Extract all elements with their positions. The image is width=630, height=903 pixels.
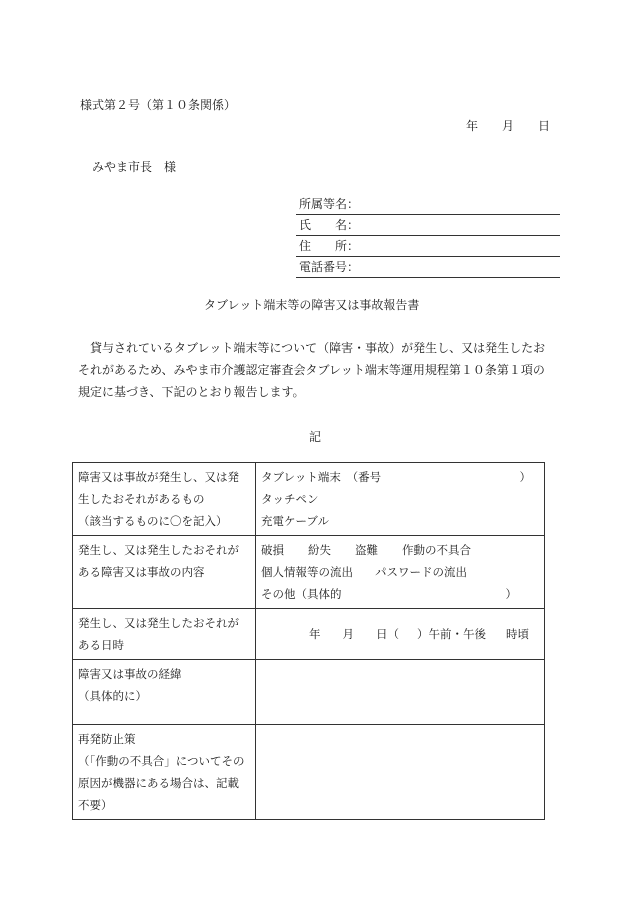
affected-item-options[interactable] bbox=[256, 463, 545, 536]
table-row bbox=[73, 725, 545, 820]
table-row bbox=[73, 660, 545, 725]
incident-content-options[interactable] bbox=[256, 536, 545, 609]
label-line: （「作動の不具合」についてその bbox=[78, 754, 245, 768]
cable-option[interactable]: 充電ケーブル bbox=[261, 514, 329, 528]
table-row bbox=[73, 609, 545, 660]
damage-option[interactable]: 破損 bbox=[261, 543, 284, 557]
incident-datetime-label bbox=[73, 609, 256, 660]
label-line: 不要） bbox=[78, 798, 113, 812]
body-line-3: 規定に基づき、下記のとおり報告します。 bbox=[78, 385, 305, 399]
date-month-label: 月 bbox=[502, 119, 515, 133]
prevention-label bbox=[73, 725, 256, 820]
dt-day: 日（ bbox=[376, 627, 399, 641]
tablet-option[interactable]: タブレット端末 （番号 bbox=[261, 470, 382, 484]
label-line: 生したおそれがあるもの bbox=[78, 492, 205, 506]
prevention-field[interactable] bbox=[256, 725, 545, 820]
body-line-1: 貸与されているタブレット端末等について（障害・事故）が発生し、又は発生したお bbox=[78, 341, 546, 355]
loss-option[interactable]: 紛失 bbox=[308, 543, 331, 557]
label-line: 発生し、又は発生したおそれが bbox=[78, 616, 239, 630]
name-label: 氏 名： bbox=[299, 218, 360, 232]
phone-underline bbox=[296, 277, 560, 278]
incident-datetime-field[interactable] bbox=[256, 609, 545, 660]
label-line: 障害又は事故が発生し、又は発 bbox=[78, 470, 239, 484]
body-line-2: それがあるため、みやま市介護認定審査会タブレット端末等運用規程第１０条第１項の bbox=[78, 363, 545, 377]
document-title: タブレット端末等の障害又は事故報告書 bbox=[204, 298, 420, 312]
dt-year: 年 bbox=[309, 627, 321, 641]
label-line: 発生し、又は発生したおそれが bbox=[78, 543, 239, 557]
malfunction-option[interactable]: 作動の不具合 bbox=[402, 543, 471, 557]
table-row bbox=[73, 463, 545, 536]
theft-option[interactable]: 盗難 bbox=[355, 543, 378, 557]
label-line: （具体的に） bbox=[78, 689, 147, 703]
addressee: みやま市長 様 bbox=[92, 160, 177, 174]
label-line: （該当するものに〇を記入） bbox=[78, 514, 228, 528]
label-line: ある障害又は事故の内容 bbox=[78, 565, 205, 579]
label-line: 再発防止策 bbox=[78, 732, 136, 746]
table-row bbox=[73, 536, 545, 609]
dt-hour: 時頃 bbox=[506, 627, 529, 641]
other-option[interactable]: その他（具体的 bbox=[261, 587, 342, 601]
tablet-number-close: ） bbox=[519, 470, 531, 484]
label-line: ある日時 bbox=[78, 638, 124, 652]
affected-item-label bbox=[73, 463, 256, 536]
phone-label: 電話番号： bbox=[299, 260, 360, 274]
incident-content-label bbox=[73, 536, 256, 609]
label-line: 障害又は事故の経緯 bbox=[78, 667, 182, 681]
dt-month: 月 bbox=[342, 627, 354, 641]
incident-details-label bbox=[73, 660, 256, 725]
date-year-label: 年 bbox=[466, 119, 479, 133]
dt-ampm[interactable]: 午前・午後 bbox=[428, 627, 486, 641]
form-number: 様式第２号（第１０条関係） bbox=[80, 98, 237, 112]
ki-heading: 記 bbox=[309, 430, 322, 444]
address-label: 住 所： bbox=[299, 239, 360, 253]
date-day-label: 日 bbox=[538, 119, 551, 133]
personal-info-leak-option[interactable]: 個人情報等の流出 bbox=[261, 565, 353, 579]
password-leak-option[interactable]: パスワードの流出 bbox=[375, 565, 467, 579]
other-close: ） bbox=[505, 587, 517, 601]
label-line: 原因が機器にある場合は、記載 bbox=[78, 776, 239, 790]
touchpen-option[interactable]: タッチペン bbox=[261, 492, 319, 506]
incident-details-field[interactable] bbox=[256, 660, 545, 725]
affiliation-label: 所属等名： bbox=[299, 197, 360, 211]
dt-weekday-close: ） bbox=[417, 627, 429, 641]
report-table bbox=[72, 462, 545, 820]
